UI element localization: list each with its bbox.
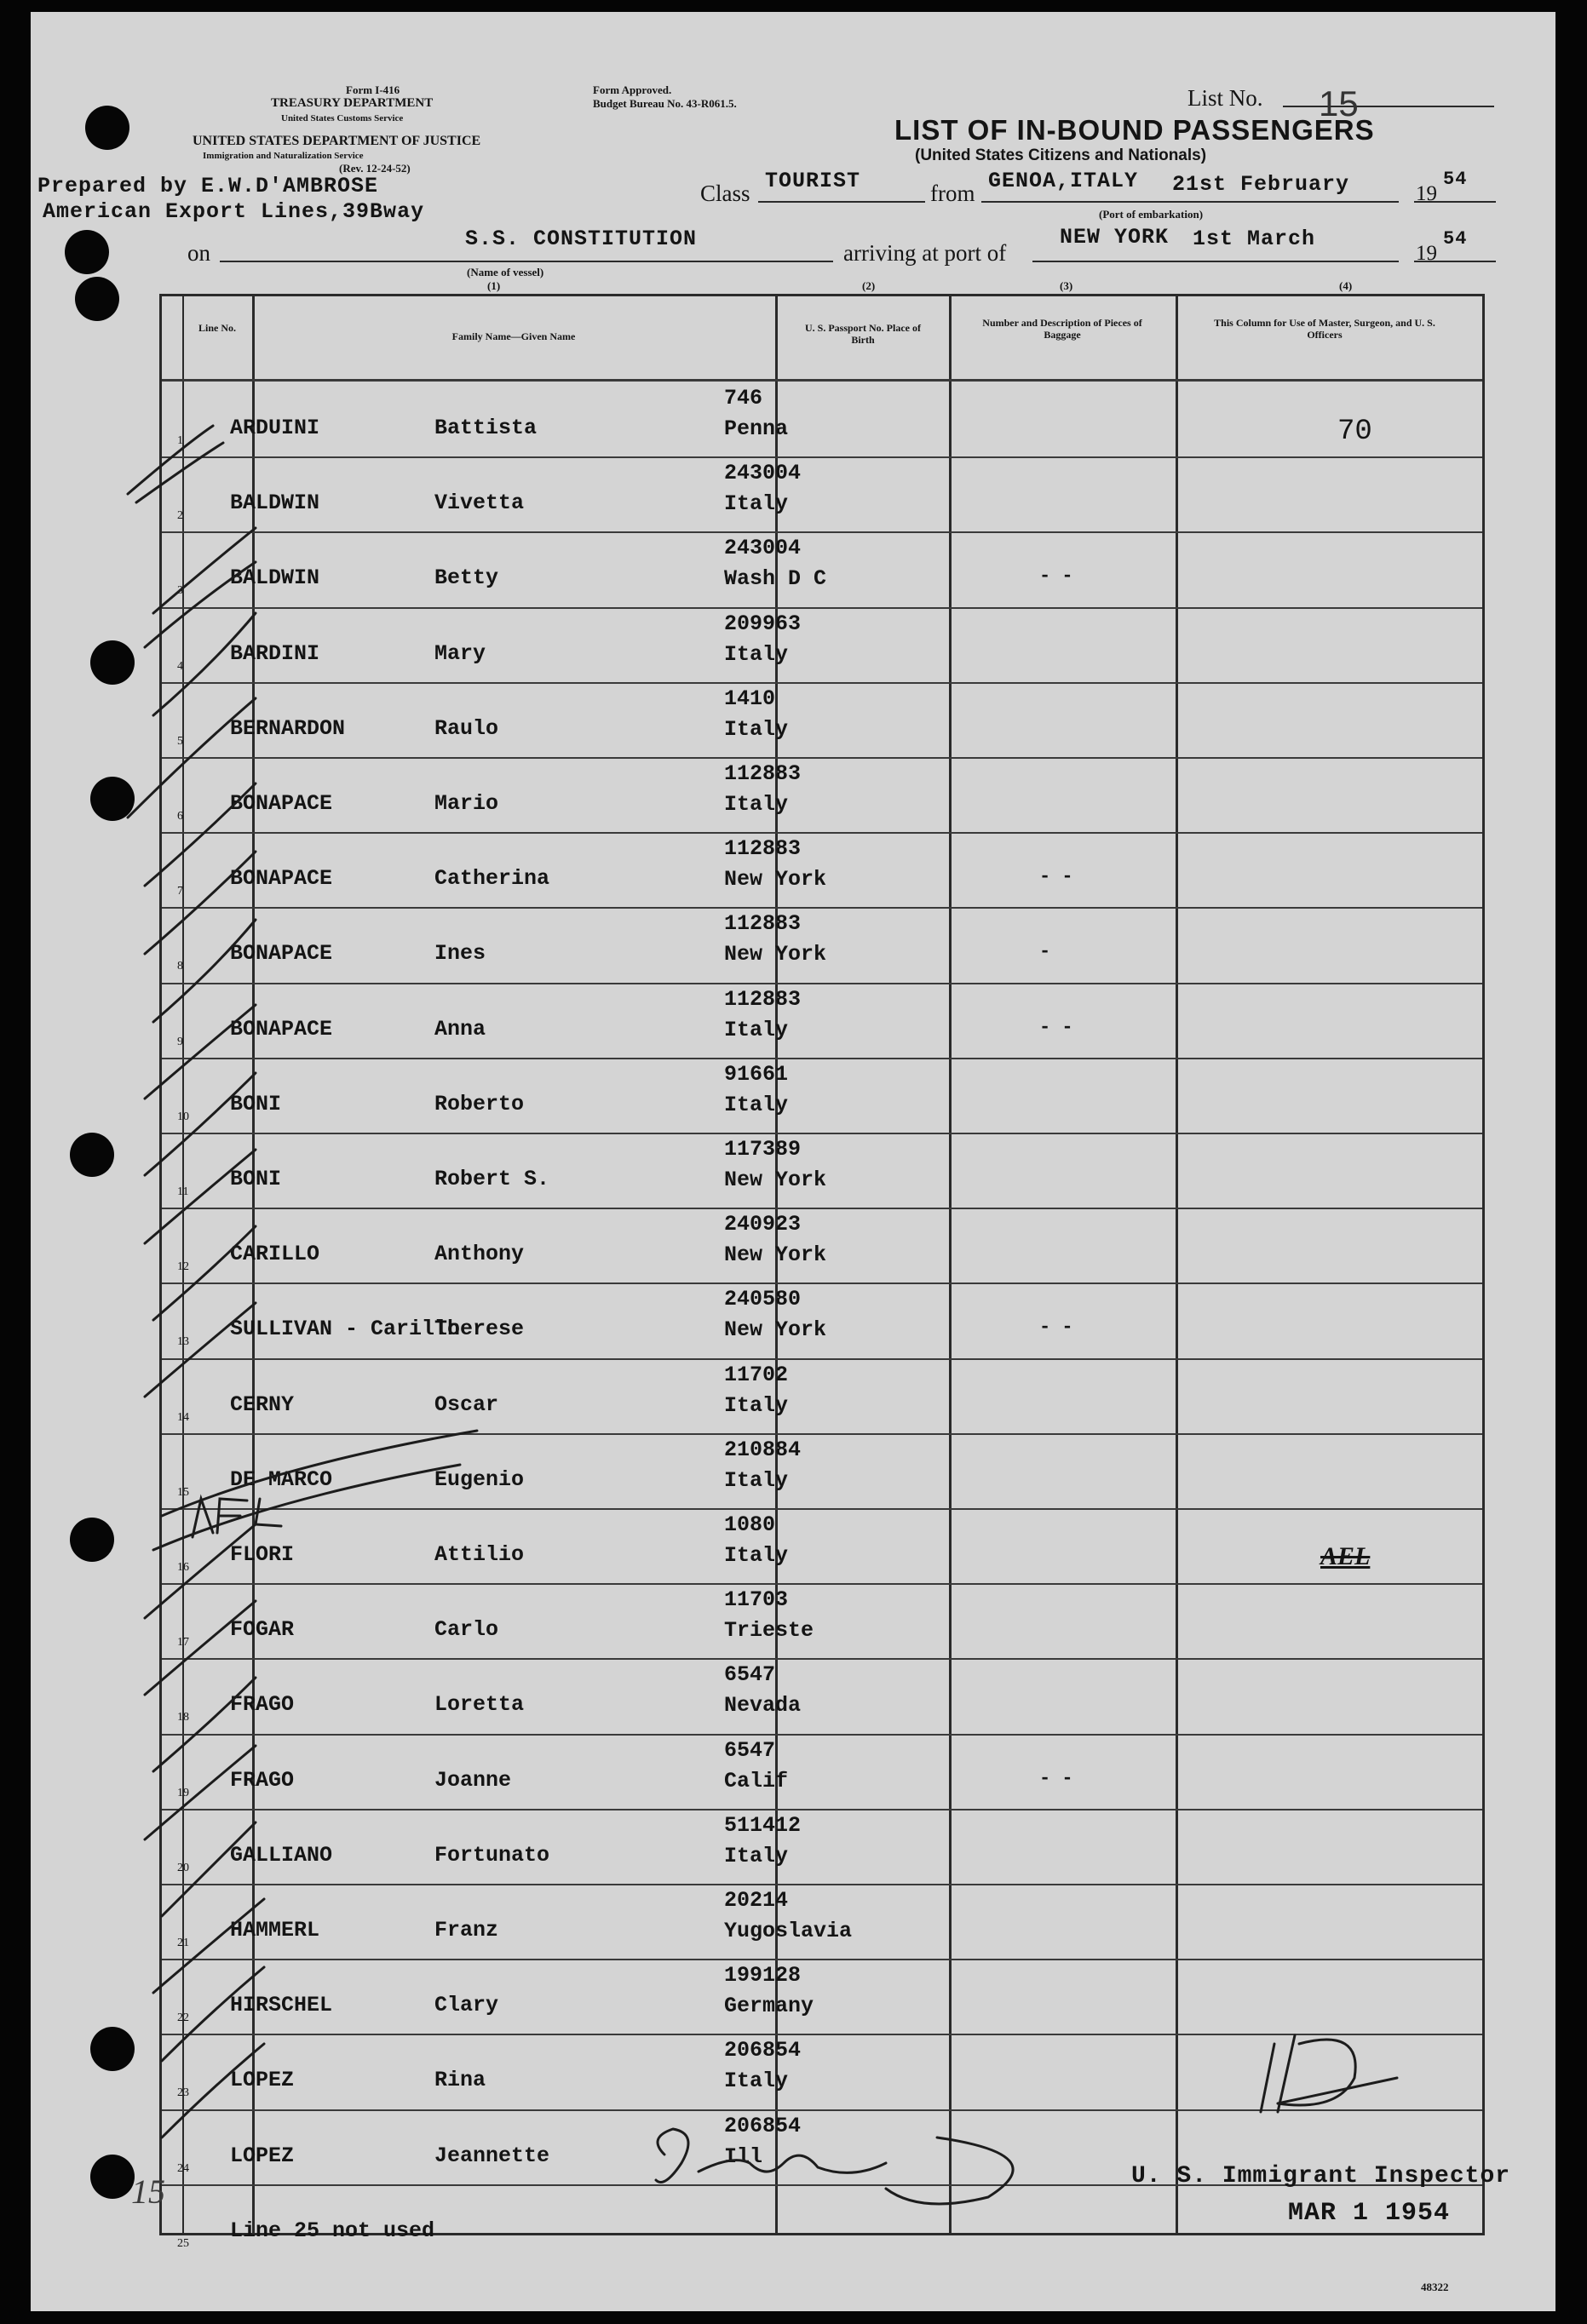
col2-number: (2) bbox=[862, 279, 876, 292]
passport-number: 11702 bbox=[724, 1362, 789, 1387]
given-name: Attilio bbox=[434, 1542, 525, 1567]
place-of-birth: Germany bbox=[724, 1994, 814, 2019]
family-name: LOPEZ bbox=[230, 2143, 295, 2168]
given-name: Anna bbox=[434, 1016, 486, 1041]
budget-bureau: Budget Bureau No. 43-R061.5. bbox=[593, 97, 737, 110]
family-name: FRAGO bbox=[230, 1692, 295, 1718]
line-number: 3 bbox=[177, 584, 183, 598]
place-of-birth: Calif bbox=[724, 1768, 789, 1793]
passport-number: 6547 bbox=[724, 1737, 776, 1763]
given-name: Anthony bbox=[434, 1242, 525, 1267]
given-name: Robert S. bbox=[434, 1167, 550, 1191]
family-name: BALDWIN bbox=[230, 565, 320, 591]
family-name: BARDINI bbox=[230, 640, 320, 666]
header-line-no: Line No. bbox=[198, 322, 236, 334]
baggage: - - bbox=[1039, 565, 1073, 588]
given-name: Catherina bbox=[434, 866, 550, 892]
line-number: 22 bbox=[177, 2011, 189, 2025]
place-of-birth: Ill bbox=[724, 2143, 763, 2169]
passport-number: 210884 bbox=[724, 1437, 802, 1462]
line-number: 7 bbox=[177, 885, 183, 898]
line-number: 5 bbox=[177, 734, 183, 748]
treasury-department: TREASURY DEPARTMENT bbox=[271, 96, 434, 110]
family-name: SULLIVAN - Carillo bbox=[230, 1317, 461, 1342]
arrival-year-prefix: 19 bbox=[1416, 242, 1437, 265]
port-embarkation-caption: (Port of embarkation) bbox=[1099, 208, 1204, 221]
from-label: from bbox=[930, 181, 975, 206]
passport-number: 20214 bbox=[724, 1888, 789, 1913]
vessel-name: S.S. CONSTITUTION bbox=[465, 227, 698, 251]
given-name: Vivetta bbox=[434, 491, 525, 516]
agent-address: American Export Lines,39Bway bbox=[43, 199, 425, 224]
passport-number: 112883 bbox=[724, 836, 802, 862]
place-of-birth: Italy bbox=[724, 1092, 789, 1117]
family-name: ARDUINI bbox=[230, 416, 320, 440]
line-number: 8 bbox=[177, 960, 183, 973]
revision: (Rev. 12-24-52) bbox=[339, 162, 411, 175]
given-name: Fortunato bbox=[434, 1842, 550, 1868]
family-name: BONI bbox=[230, 1167, 282, 1191]
officer-note: 70 bbox=[1337, 416, 1372, 448]
baggage: - - bbox=[1039, 866, 1073, 888]
class-value: TOURIST bbox=[765, 169, 861, 193]
passport-number: 240923 bbox=[724, 1212, 802, 1237]
passport-number: 112883 bbox=[724, 761, 802, 786]
line-number: 9 bbox=[177, 1035, 183, 1048]
embark-port: GENOA,ITALY bbox=[988, 169, 1139, 193]
line-number: 23 bbox=[177, 2086, 189, 2100]
given-name: Oscar bbox=[434, 1392, 499, 1417]
passport-number: 240580 bbox=[724, 1287, 802, 1312]
given-name: Therese bbox=[434, 1317, 525, 1342]
ins-service: Immigration and Naturalization Service bbox=[203, 151, 364, 161]
customs-service: United States Customs Service bbox=[281, 113, 404, 123]
passport-number: 209963 bbox=[724, 611, 802, 636]
given-name: Rina bbox=[434, 2068, 486, 2093]
family-name: GALLIANO bbox=[230, 1842, 333, 1868]
given-name: Jeannette bbox=[434, 2143, 550, 2168]
given-name: Eugenio bbox=[434, 1466, 525, 1492]
arriving-label: arriving at port of bbox=[843, 240, 1007, 266]
family-name: LOPEZ bbox=[230, 2068, 295, 2093]
inspection-stamp: MAR 1 1954 bbox=[1288, 2199, 1451, 2228]
line-number: 16 bbox=[177, 1561, 189, 1574]
baggage: - - bbox=[1039, 1016, 1073, 1038]
passport-number: 11703 bbox=[724, 1587, 789, 1613]
place-of-birth: Italy bbox=[724, 491, 789, 517]
place-of-birth: Italy bbox=[724, 1017, 789, 1042]
header-officers: This Column for Use of Master, Surgeon, and U. S. Officers bbox=[1214, 317, 1435, 341]
given-name: Battista bbox=[434, 416, 538, 440]
baggage: - bbox=[1039, 941, 1051, 963]
place-of-birth: Italy bbox=[724, 1467, 789, 1493]
place-of-birth: New York bbox=[724, 1317, 827, 1343]
header-name: Family Name—Given Name bbox=[451, 330, 576, 342]
line-number: 10 bbox=[177, 1110, 189, 1123]
line-number: 12 bbox=[177, 1260, 189, 1274]
year-prefix: 19 bbox=[1416, 182, 1437, 205]
passport-number: 1410 bbox=[724, 686, 776, 711]
on-label: on bbox=[187, 240, 210, 266]
family-name: HAMMERL bbox=[230, 1918, 320, 1942]
line-number: 24 bbox=[177, 2161, 189, 2175]
line-number: 20 bbox=[177, 1861, 189, 1874]
officer-note: AEL bbox=[1320, 1542, 1371, 1570]
family-name: BONAPACE bbox=[230, 1016, 333, 1041]
line-number: 1 bbox=[177, 434, 183, 447]
passport-number: 746 bbox=[724, 386, 763, 410]
list-no-value: 15 bbox=[1319, 83, 1359, 123]
inspector-label: U. S. Immigrant Inspector bbox=[1131, 2163, 1511, 2189]
place-of-birth: New York bbox=[724, 942, 827, 967]
place-of-birth: Wash D C bbox=[724, 566, 827, 592]
place-of-birth: Nevada bbox=[724, 1693, 802, 1719]
list-no-label: List No. bbox=[1187, 85, 1263, 111]
line-number: 15 bbox=[177, 1485, 189, 1499]
line-number: 21 bbox=[177, 1937, 189, 1949]
passport-number: 511412 bbox=[724, 1812, 802, 1838]
document-subtitle: (United States Citizens and Nationals) bbox=[915, 146, 1207, 164]
given-name: Betty bbox=[434, 565, 499, 591]
class-label: Class bbox=[700, 181, 750, 206]
given-name: Franz bbox=[434, 1918, 499, 1942]
line-number: 14 bbox=[177, 1410, 189, 1424]
family-name: BONAPACE bbox=[230, 791, 333, 816]
place-of-birth: Italy bbox=[724, 716, 789, 742]
passport-number: 117389 bbox=[724, 1137, 802, 1162]
place-of-birth: Italy bbox=[724, 792, 789, 817]
given-name: Carlo bbox=[434, 1617, 499, 1643]
given-name: Loretta bbox=[434, 1692, 525, 1718]
document-title: LIST OF IN-BOUND PASSENGERS bbox=[894, 114, 1375, 146]
col1-number: (1) bbox=[487, 279, 501, 292]
embark-date: 21st February bbox=[1172, 172, 1350, 197]
baggage: - - bbox=[1039, 1317, 1073, 1339]
place-of-birth: Italy bbox=[724, 1843, 789, 1868]
unused-line-note: Line 25 not used bbox=[230, 2218, 435, 2243]
arrival-year: 54 bbox=[1443, 228, 1468, 250]
passport-number: 206854 bbox=[724, 2038, 802, 2063]
line-number: 13 bbox=[177, 1335, 189, 1349]
passport-number: 112883 bbox=[724, 986, 802, 1012]
family-name: BALDWIN bbox=[230, 491, 320, 516]
place-of-birth: New York bbox=[724, 1168, 827, 1192]
year-value: 54 bbox=[1443, 169, 1468, 190]
given-name: Joanne bbox=[434, 1767, 512, 1793]
margin-page-number: 15 bbox=[131, 2172, 165, 2211]
given-name: Mario bbox=[434, 791, 499, 816]
family-name: BERNARDON bbox=[230, 715, 346, 741]
place-of-birth: Italy bbox=[724, 641, 789, 667]
family-name: FLORI bbox=[230, 1542, 295, 1567]
family-name: FRAGO bbox=[230, 1767, 295, 1793]
passport-number: 112883 bbox=[724, 911, 802, 937]
given-name: Clary bbox=[434, 1993, 499, 2018]
place-of-birth: Italy bbox=[724, 2069, 789, 2094]
family-name: FOGAR bbox=[230, 1617, 295, 1643]
place-of-birth: New York bbox=[724, 1242, 827, 1268]
form-number: Form I-416 bbox=[346, 83, 400, 96]
line-number: 17 bbox=[177, 1636, 189, 1650]
vessel-caption: (Name of vessel) bbox=[467, 266, 544, 278]
passport-number: 199128 bbox=[724, 1963, 802, 1988]
baggage: - - bbox=[1039, 1767, 1073, 1789]
arrival-port: NEW YORK bbox=[1060, 225, 1170, 250]
form-approved: Form Approved. bbox=[593, 83, 672, 96]
header-passport: U. S. Passport No. Place of Birth bbox=[805, 322, 921, 346]
line-number: 11 bbox=[177, 1185, 189, 1198]
department-of-justice: UNITED STATES DEPARTMENT OF JUSTICE bbox=[193, 134, 481, 148]
line-number: 18 bbox=[177, 1711, 189, 1724]
place-of-birth: New York bbox=[724, 867, 827, 892]
line-number: 2 bbox=[177, 509, 183, 523]
place-of-birth: Italy bbox=[724, 1392, 789, 1418]
header-baggage: Number and Description of Pieces of Baggage bbox=[982, 317, 1142, 341]
passport-number: 243004 bbox=[724, 461, 802, 486]
place-of-birth: Trieste bbox=[724, 1618, 814, 1644]
place-of-birth: Penna bbox=[724, 416, 789, 441]
family-name: BONAPACE bbox=[230, 866, 333, 892]
family-name: DE MARCO bbox=[230, 1466, 333, 1492]
line-number: 6 bbox=[177, 810, 183, 823]
family-name: CARILLO bbox=[230, 1242, 320, 1267]
place-of-birth: Yugoslavia bbox=[724, 1919, 853, 1943]
family-name: BONI bbox=[230, 1091, 282, 1116]
family-name: CERNY bbox=[230, 1392, 295, 1417]
passport-number: 1080 bbox=[724, 1512, 776, 1537]
col4-number: (4) bbox=[1339, 279, 1353, 292]
col3-number: (3) bbox=[1060, 279, 1073, 292]
family-name: BONAPACE bbox=[230, 941, 333, 967]
passport-number: 6547 bbox=[724, 1662, 776, 1688]
family-name: HIRSCHEL bbox=[230, 1993, 333, 2018]
given-name: Mary bbox=[434, 640, 486, 666]
arrival-date: 1st March bbox=[1193, 227, 1316, 251]
place-of-birth: Italy bbox=[724, 1543, 789, 1568]
form-code: 48322 bbox=[1421, 2281, 1449, 2293]
prepared-by: Prepared by E.W.D'AMBROSE bbox=[37, 174, 379, 198]
line-number: 4 bbox=[177, 659, 183, 673]
passport-number: 243004 bbox=[724, 536, 802, 561]
given-name: Raulo bbox=[434, 715, 499, 741]
given-name: Ines bbox=[434, 941, 486, 967]
line-number: 19 bbox=[177, 1786, 189, 1799]
given-name: Roberto bbox=[434, 1091, 525, 1116]
passport-number: 91661 bbox=[724, 1061, 789, 1087]
line-number: 25 bbox=[177, 2236, 189, 2250]
passport-number: 206854 bbox=[724, 2113, 802, 2138]
